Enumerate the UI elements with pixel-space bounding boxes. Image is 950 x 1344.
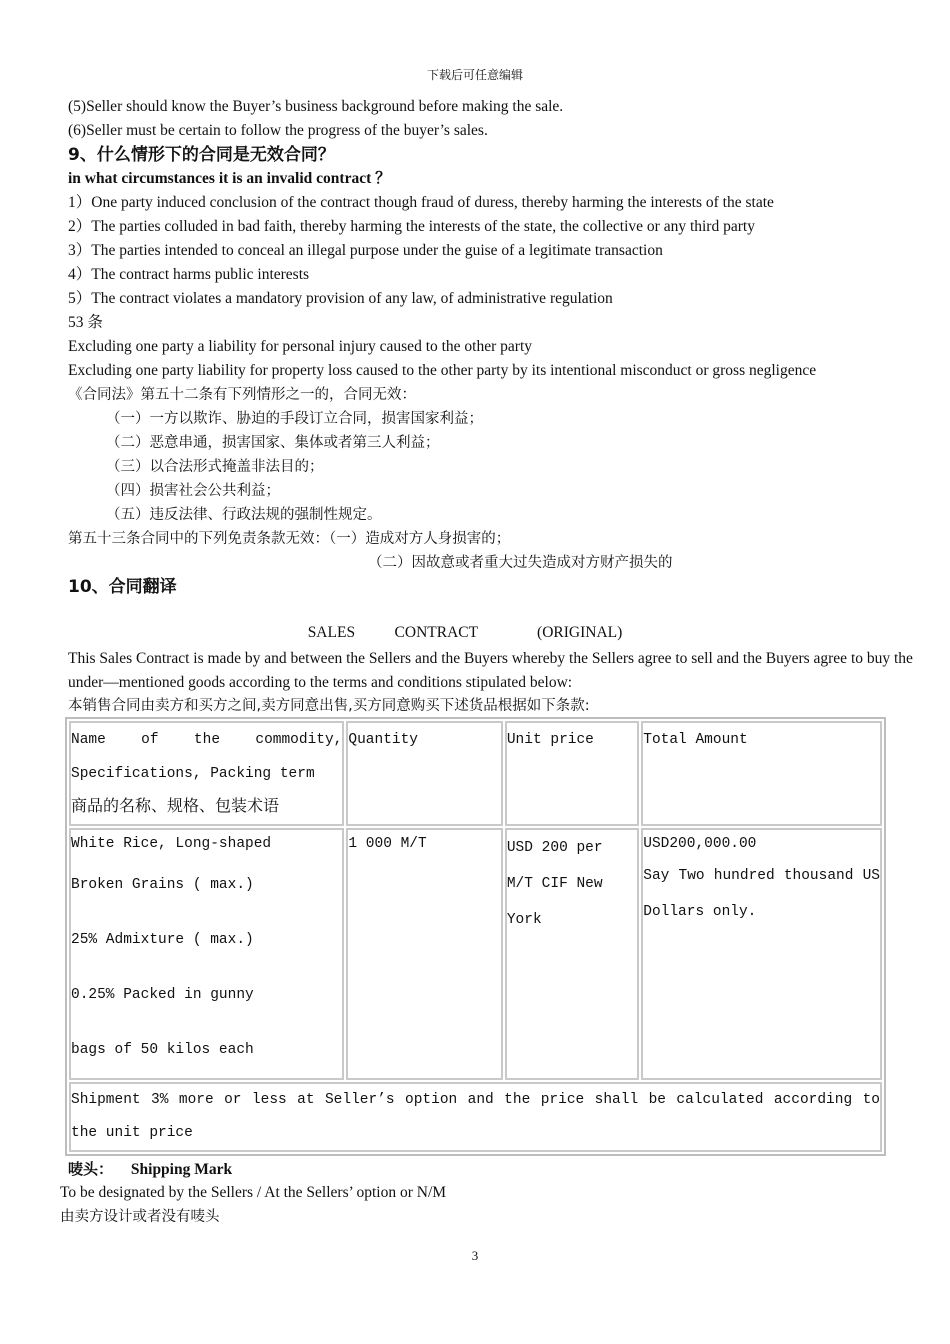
header-commodity-cn: 商品的名称、规格、包装术语 xyxy=(71,796,280,815)
header-commodity xyxy=(69,721,344,826)
commodity-line-3: 25% Admixture ( max.) xyxy=(71,932,254,948)
exclusion-1: Excluding one party a liability for personal injury caused to the other party xyxy=(68,338,533,355)
shipping-mark-heading xyxy=(68,1158,232,1181)
law-item-2: （二）恶意串通，损害国家、集体或者第三人利益； xyxy=(106,435,440,451)
contract-intro-en: This Sales Contract is made by and between the Sellers and the Buyers whereby the Sellers agree to sell and the Buyers agree to buy the under—mentioned goods according to the terms and conditions stipulated below: xyxy=(68,650,913,691)
article-53-cn-2: （二）因故意或者重大过失造成对方财产损失的 xyxy=(368,555,673,571)
article-53-label: 53 条 xyxy=(68,314,103,331)
law-item-4: （四）损害社会公共利益； xyxy=(106,483,280,499)
header-unit-price: Unit price xyxy=(505,721,639,826)
contract-intro-cn: 本销售合同由卖方和买方之间,卖方同意出售,买方同意购买下述货品根据如下条款: xyxy=(68,698,590,714)
item-6: (6)Seller must be certain to follow the progress of the buyer’s sales. xyxy=(68,122,488,139)
page-header: 下载后可任意编辑 xyxy=(426,68,523,82)
article-53-cn-1: 第五十三条合同中的下列免责条款无效：（一）造成对方人身损害的； xyxy=(68,531,511,547)
shipment-terms: Shipment 3% more or less at Seller’s option and the price shall be calculated according to the unit price xyxy=(69,1082,882,1152)
shipping-mark-label-en: Shipping Mark xyxy=(130,1161,233,1178)
invalid-point-4: 4）The contract harms public interests xyxy=(68,266,310,283)
law-item-5: （五）违反法律、行政法规的强制性规定。 xyxy=(106,507,382,523)
law-item-1: （一）一方以欺诈、胁迫的手段订立合同，损害国家利益； xyxy=(106,411,483,427)
contract-table xyxy=(65,717,886,1156)
commodity-line-4: 0.25% Packed in gunny xyxy=(71,987,254,1003)
law-intro: 《合同法》第五十二条有下列情形之一的，合同无效： xyxy=(68,387,416,403)
total-amount-words: Say Two hundred thousand US Dollars only. xyxy=(643,868,880,920)
commodity-line-2: Broken Grains ( max.) xyxy=(71,877,254,893)
exclusion-2: Excluding one party liability for property loss caused to the other party by its intentional misconduct or gross negligence xyxy=(68,362,817,379)
shipment-row xyxy=(69,1082,882,1152)
header-total-amount: Total Amount xyxy=(641,721,882,826)
quantity-cell: 1 000 M/T xyxy=(346,828,502,1080)
section-10-heading: 10、合同翻译 xyxy=(68,577,177,597)
header-quantity: Quantity xyxy=(346,721,502,826)
table-row xyxy=(69,828,882,1080)
invalid-point-1: 1）One party induced conclusion of the contract though fraud of duress, thereby harming the interests of the state xyxy=(68,194,774,211)
commodity-line-5: bags of 50 kilos each xyxy=(71,1042,254,1058)
invalid-point-2: 2）The parties colluded in bad faith, thereby harming the interests of the state, the collective or any third party xyxy=(68,218,755,235)
shipping-mark-text-cn: 由卖方设计或者没有唛头 xyxy=(60,1209,220,1225)
law-item-3: （三）以合法形式掩盖非法目的； xyxy=(106,459,324,475)
commodity-cell xyxy=(69,828,344,1080)
section-9-subheading: in what circumstances it is an invalid contract ？ xyxy=(68,170,391,187)
section-9-heading: 9、什么情形下的合同是无效合同？ xyxy=(68,145,335,165)
total-amount: USD200,000.00 xyxy=(643,836,757,852)
page-number: 3 xyxy=(471,1248,479,1263)
shipping-mark-text-en: To be designated by the Sellers / At the Sellers’ option or N/M xyxy=(60,1184,447,1201)
commodity-line-1: White Rice, Long-shaped xyxy=(71,836,272,852)
unit-price-cell: USD 200 per M/T CIF New York xyxy=(505,828,639,1080)
total-amount-cell xyxy=(641,828,882,1080)
invalid-point-3: 3）The parties intended to conceal an illegal purpose under the guise of a legitimate transaction xyxy=(68,242,663,259)
invalid-point-5: 5）The contract violates a mandatory provision of any law, of administrative regulation xyxy=(68,290,613,307)
item-5: (5)Seller should know the Buyer’s business background before making the sale. xyxy=(68,98,564,115)
contract-title: SALES CONTRACT (ORIGINAL) xyxy=(307,624,623,641)
table-header-row xyxy=(69,721,882,826)
header-commodity-en: Name of the commodity, Specifications, Packing term xyxy=(71,732,343,782)
shipping-mark-label-cn: 唛头： xyxy=(68,1160,114,1178)
